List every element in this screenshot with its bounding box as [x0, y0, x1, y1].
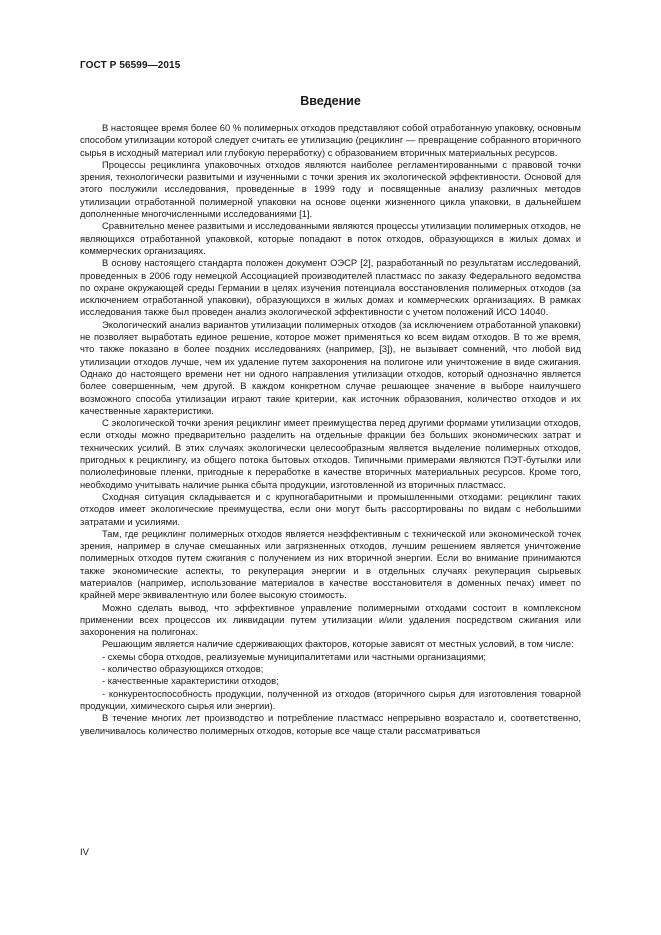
list-item-text: количество образующихся отходов; [107, 663, 264, 675]
constraint-factors-list [80, 651, 581, 712]
body-text [80, 122, 581, 737]
paragraph-5: Экологический анализ вариантов утилизации полимерных отходов (за исключением отработанной упаковки) не позволяет выработать единое решение, которое может применяться ко всем видам отходов. В то же время, что также показано в более поздних исследованиях (например, [3]), не вызывает сомнений, что любой вид утилизации отходов лучше, чем их удаление путем захоронения на полигоне или уничтожение в виде сжигания. Однако до настоящего времени нет ни одного направления утилизации отходов, который однозначно является более совершенным, чем другой. В каждом конкретном случае решающее значение в выборе наилучшего возможного способа утилизации играют такие критерии, как источник образования, количество отходов и их качественные характеристики. [80, 318, 581, 416]
document-standard-header: ГОСТ Р 56599—2015 [80, 60, 181, 71]
list-item [80, 675, 581, 687]
bullet-marker: - [102, 687, 106, 699]
list-item [80, 651, 581, 663]
paragraph-2: Процессы рециклинга упаковочных отходов являются наиболее регламентированными с правовой точки зрения, технологически развитыми и изученными с точки зрения их экологической эффективности. Основой для этого послужили исследования, проведенные в 1999 году и посвященные анализу различных методов утилизации отработанной полимерной упаковки на основе оценки жизненного цикла упаковки, в дальнейшем дополненные многочисленными исследованиями [1]. [80, 158, 581, 220]
bullet-marker: - [102, 675, 106, 687]
paragraph-6: С экологической точки зрения рециклинг имеет преимущества перед другими формами утилизации отходов, если отходы можно предварительно разделить на отдельные фракции без больших экономических затрат и технических усилий. В этих случаях экологически целесообразным является выделение полимерных отходов, пригодных к рециклингу, из общего потока бытовых отходов. Типичными примерами являются ПЭТ-бутылки или полиолефиновые пленки, пригодные к переработке в качестве вторичных материальных ресурсов. Кроме того, необходимо учитывать наличие рынка сбыта продукции, изготовленной из вторичных пластмасс. [80, 417, 581, 490]
list-item [80, 688, 581, 713]
paragraph-9: Можно сделать вывод, что эффективное управление полимерными отходами состоит в комплексном применении всех процессов их ликвидации путем утилизации и/или удаления посредством сжигания или захоронения на полигонах. [80, 601, 581, 638]
list-item-text: схемы сбора отходов, реализуемые муниципалитетами или частными организациями; [107, 650, 487, 662]
list-item-text: качественные характеристики отходов; [107, 675, 279, 687]
paragraph-1: В настоящее время более 60 % полимерных отходов представляют собой отработанную упаковку, основным способом утилизации которой следует считать ее утилизацию (рециклинг — превращение собранного вторичного сырья в исходный материал или глубокую переработку) с образованием вторичных материальных ресурсов. [80, 122, 581, 158]
paragraph-10: Решающим является наличие сдерживающих факторов, которые зависят от местных условий, в том числе: [102, 638, 574, 650]
paragraph-8: Там, где рециклинг полимерных отходов является неэффективным с технической или экономической точек зрения, например в случае смешанных или загрязненных отходов, лучшим решением является уничтожение полимерных отходов путем сжигания с получением из них вторичной энергии. Если во внимание принимаются также экономические аспекты, то рекуперация энергии и в отдельных случаях рекуперация сырьевых материалов (например, использование материалов в качестве восстановителя в доменных печах) имеет по крайней мере эквивалентную или более высокую стоимость. [80, 527, 581, 601]
bullet-marker: - [102, 650, 106, 662]
list-item [80, 663, 581, 675]
paragraph-3: Сравнительно менее развитыми и исследованными являются процессы утилизации полимерных отходов, не являющихся отработанной упаковкой, которые попадают в поток отходов, образующихся в жилых домах и коммерческих организациях. [80, 220, 581, 256]
list-item-text: конкурентоспособность продукции, полученной из отходов (вторичного сырья для изготовления товарной продукции, химического сырья или энергии). [80, 687, 581, 711]
page-number: IV [80, 847, 89, 858]
section-title: Введение [300, 94, 361, 108]
paragraph-7: Сходная ситуация складывается и с крупногабаритными и промышленными отходами: рециклинг таких отходов имеет экологические преимущества, если они могут быть рассортированы по видам с небольшими затратами и усилиями. [80, 490, 581, 527]
closing-paragraph: В течение многих лет производство и потребление пластмасс непрерывно возрастало и, соответственно, увеличивалось количество полимерных отходов, которые все чаще стали рассматриваться [80, 712, 581, 736]
paragraph-4: В основу настоящего стандарта положен документ ОЭСР [2], разработанный по результатам исследований, проведенных в 2006 году немецкой Ассоциацией производителей пластмасс по заказу Федерального ведомства по охране окружающей среды Германии в целях изучения потенциала восстановления полимерных отходов (за исключением отработанной упаковки), образующихся в жилых домах и коммерческих организациях. В рамках исследования также был проведен анализ экологической эффективности с учетом положений ИСО 14040. [80, 257, 581, 318]
bullet-marker: - [102, 663, 106, 675]
